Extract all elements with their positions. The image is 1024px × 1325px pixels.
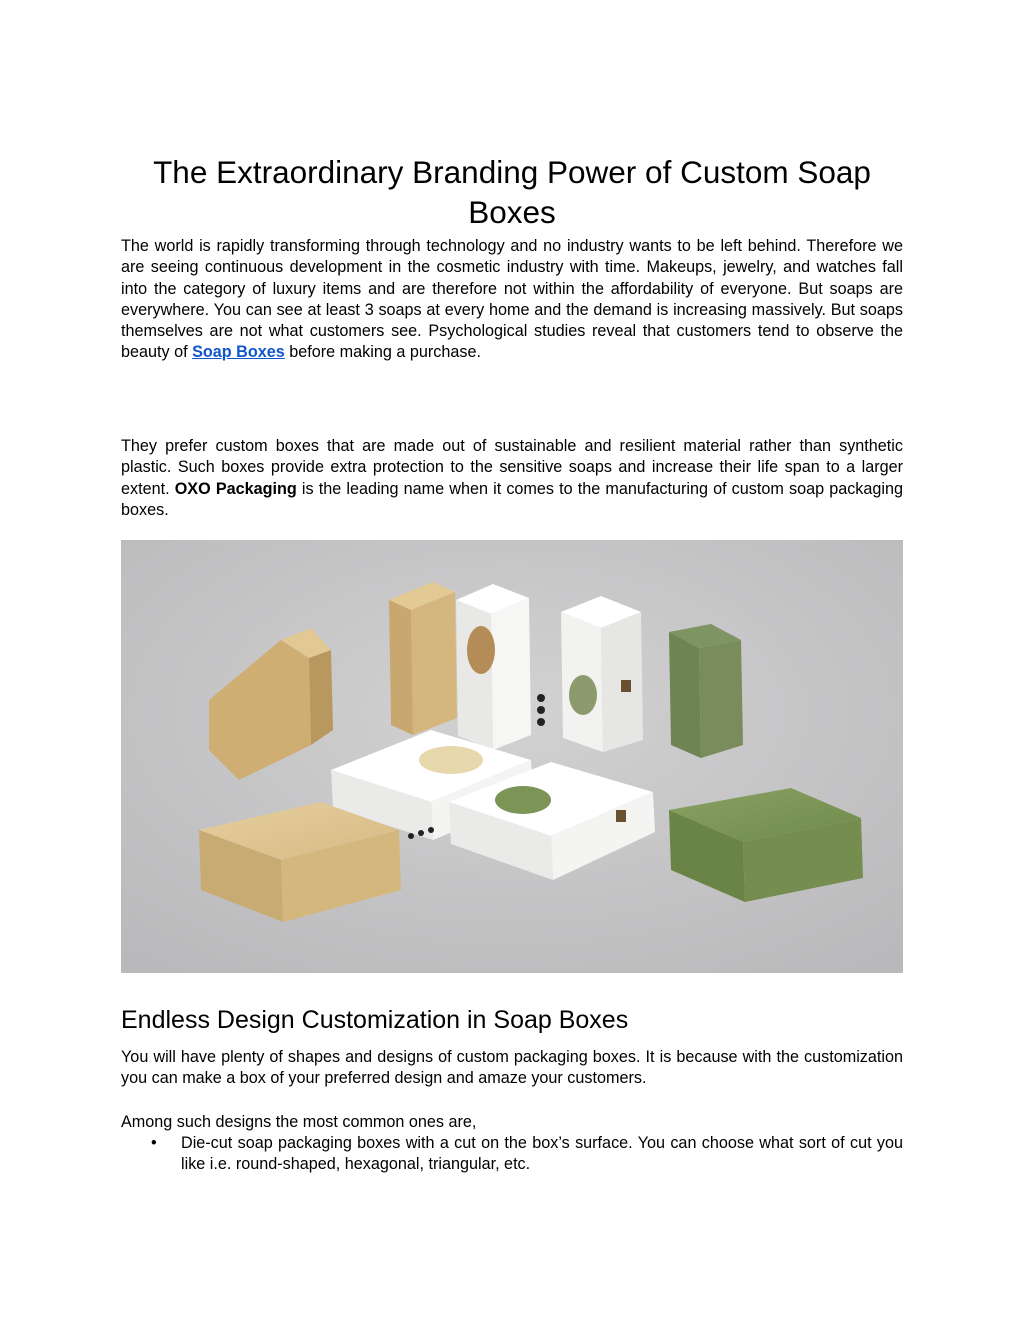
design-bullet-list — [121, 1133, 903, 1176]
list-item — [121, 1133, 903, 1176]
soap-boxes-photo — [121, 540, 903, 973]
soap-boxes-illustration — [121, 540, 903, 973]
second-text-after-bold: is the leading name when it comes to the manufacturing of custom soap packaging boxes. — [121, 479, 904, 519]
third-paragraph: You will have plenty of shapes and designs of custom packaging boxes. It is because with the customization you can make a box of your preferred design and amaze your customers. — [121, 1048, 903, 1088]
second-text-before-bold: They prefer custom boxes that are made out of sustainable and resilient material rather than synthetic plastic. Such boxes provide extra protection to the sensitive soaps and increase their life span to a larger extent. — [121, 437, 903, 498]
bullet-icon: • — [151, 1134, 157, 1152]
second-paragraph — [121, 436, 903, 521]
oxo-packaging-brand: OXO Packaging — [174, 479, 297, 498]
section-heading: Endless Design Customization in Soap Boxes — [121, 1006, 629, 1034]
green-soap-tall — [669, 624, 743, 758]
soap-boxes-link[interactable]: Soap Boxes — [192, 343, 285, 362]
fourth-paragraph: Among such designs the most common ones are, — [121, 1113, 477, 1131]
bullet-text: Die-cut soap packaging boxes with a cut on the box’s surface. You can choose what sort of cut you like i.e. round-shaped, hexagonal, triangular, etc. — [181, 1134, 903, 1174]
intro-text-before-link: The world is rapidly transforming through technology and no industry wants to be left behind. Therefore we are seeing continuous development in the cosmetic industry with time. Makeups, jewelry, and watches fall into the category of luxury items and are therefore not within the affordability of everyone. But soaps are everywhere. You can see at least 3 soaps at every home and the demand is increasing massively. But soaps themselves are not what customers see. Psychological studies reveal that customers tend to observe the beauty of — [121, 237, 903, 362]
tan-soap-tall — [389, 582, 457, 735]
intro-paragraph — [121, 236, 903, 364]
intro-text-after-link: before making a purchase. — [284, 343, 481, 362]
document-title: The Extraordinary Branding Power of Custom Soap Boxes — [153, 154, 871, 230]
white-box-tall-right — [561, 596, 643, 752]
